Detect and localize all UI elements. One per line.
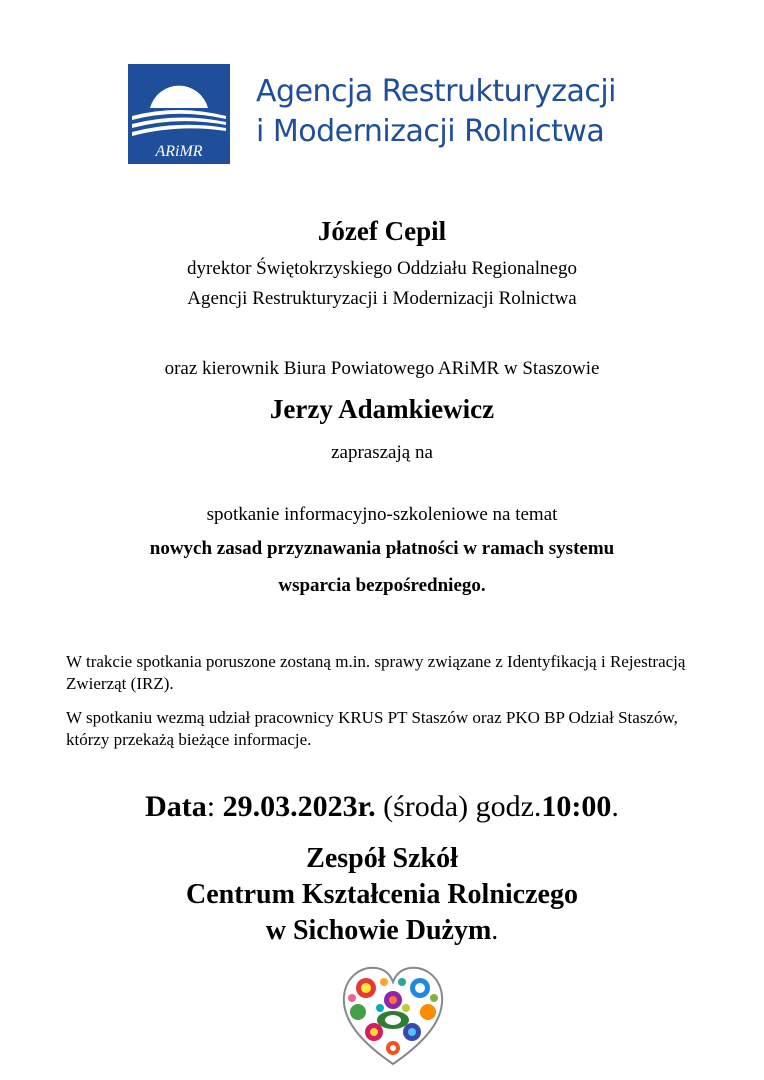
time-value: 10:00 [541, 790, 612, 823]
date-separator: : [206, 790, 216, 823]
venue-line3: w Sichowie Dużym [265, 915, 492, 946]
folk-heart-icon [338, 960, 448, 1070]
time-end: . [611, 790, 619, 823]
topic-line1: nowych zasad przyznawania płatności w ramach systemu [149, 538, 615, 559]
agency-name-line1: Agencja Restrukturyzacji [256, 74, 617, 109]
logo-abbreviation: ARiMR [155, 143, 203, 160]
arimr-logo [128, 64, 648, 164]
date-value: 29.03.2023r. [222, 790, 376, 823]
details-paragraph2: W spotkaniu wezmą udział pracownicy KRUS PT Staszów oraz PKO BP Odział Staszów, którzy przekażą bieżące informacje. [66, 708, 678, 749]
director-name: Józef Cepil [317, 216, 447, 246]
venue-line3-wrap [0, 914, 764, 948]
details-paragraph1: W trakcie spotkania poruszone zostaną m.in. sprawy związane z Identyfikacją i Rejestracją Zwierząt (IRZ). [66, 652, 686, 693]
manager-name: Jerzy Adamkiewicz [269, 394, 495, 424]
time-label: godz. [475, 790, 542, 823]
manager-title: oraz kierownik Biura Powiatowego ARiMR w Staszowie [164, 358, 600, 379]
venue-line2: Centrum Kształcenia Rolniczego [186, 879, 578, 910]
director-title-line1: dyrektor Świętokrzyskiego Oddziału Regionalnego [187, 258, 577, 279]
event-date-line [0, 790, 764, 824]
agency-name-line2: i Modernizacji Rolnictwa [256, 114, 605, 149]
meeting-intro: spotkanie informacyjno-szkoleniowe na temat [206, 504, 558, 525]
venue-line1: Zespół Szkół [306, 843, 458, 874]
director-title-line2: Agencji Restrukturyzacji i Modernizacji Rolnictwa [187, 288, 577, 309]
venue-end: . [491, 915, 499, 946]
weekday: (środa) [383, 790, 469, 823]
invite-text: zapraszają na [331, 442, 433, 463]
date-label: Data [145, 790, 207, 823]
topic-line2: wsparcia bezpośredniego. [278, 575, 486, 596]
agency-name [256, 72, 616, 152]
arimr-logo-mark [128, 64, 230, 164]
